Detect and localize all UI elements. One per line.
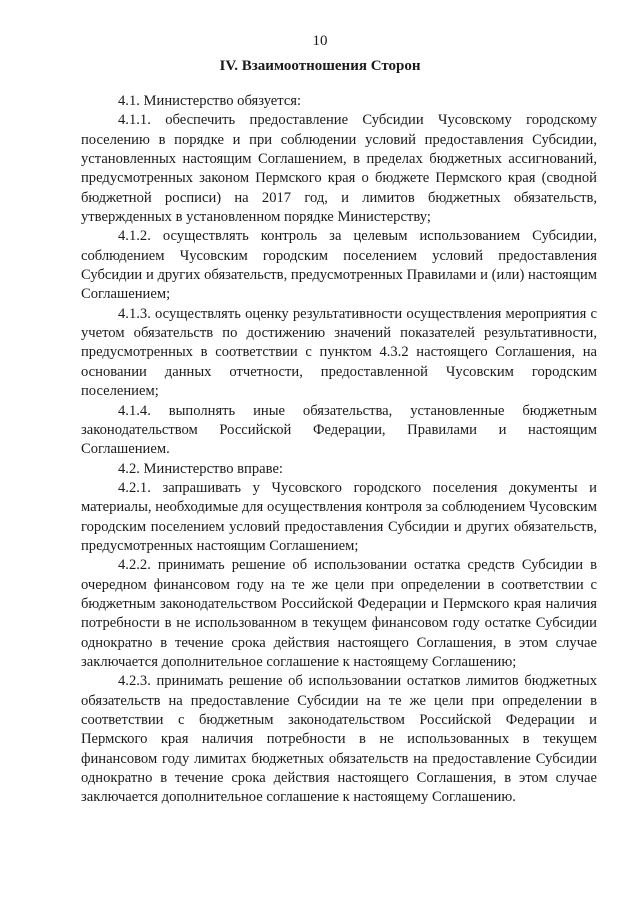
document-body	[81, 92, 597, 808]
page-number: 10	[312, 33, 328, 49]
paragraph-4-1-2: 4.1.2. осуществлять контроль за целевым использованием Субсидии, соблюдением Чусовским городским поселением условий предоставления Субсидии и других обязательств, предусмотренных Правилами и (или) настоящим Соглашением;	[81, 228, 597, 303]
paragraph-4-2-2: 4.2.2. принимать решение об использовании остатка средств Субсидии в очередном финансовом году на те же цели при определении в соответствии с бюджетным законодательством Российской Федерации и Пермского края наличия потребности в не использованном в текущем финансовом году остатке Субсидии однократно в течение срока действия настоящего Соглашения, в этом случае заключается дополнительное соглашение к настоящему Соглашению;	[81, 557, 597, 670]
paragraph-4-2-3: 4.2.3. принимать решение об использовании остатков лимитов бюджетных обязательств на предоставление Субсидии на те же цели при определении в соответствии с бюджетным законодательством Российской Федерации и Пермского края наличия потребности в не использованных в текущем финансовом году лимитах бюджетных обязательств на предоставление Субсидии однократно в течение срока действия настоящего Соглашения, в этом случае заключается дополнительное соглашение к настоящему Соглашению.	[81, 673, 597, 806]
paragraph-4-1: 4.1. Министерство обязуется:	[118, 93, 302, 109]
section-title: IV. Взаимоотношения Сторон	[219, 58, 421, 74]
paragraph-4-2-1: 4.2.1. запрашивать у Чусовского городского поселения документы и материалы, необходимые для осуществления контроля за соблюдением Чусовским городским поселением условий предоставления Субсидии и других обязательств, предусмотренных настоящим Соглашением;	[81, 479, 597, 554]
paragraph-4-1-4: 4.1.4. выполнять иные обязательства, установленные бюджетным законодательством Российской Федерации, Правилами и настоящим Соглашением.	[81, 402, 597, 458]
paragraph-4-1-1: 4.1.1. обеспечить предоставление Субсидии Чусовскому городскому поселению в порядке и при соблюдении условий предоставления Субсидии, установленных настоящим Соглашением, в пределах бюджетных ассигнований, предусмотренных законом Пермского края о бюджете Пермского края (сводной бюджетной росписи) на 2017 год, и лимитов бюджетных обязательств, утвержденных в установленном порядке Министерству;	[81, 112, 597, 226]
paragraph-4-2: 4.2. Министерство вправе:	[118, 460, 283, 477]
paragraph-4-1-3: 4.1.3. осуществлять оценку результативности осуществления мероприятия с учетом обязательств по достижению значений показателей результативности, предусмотренных в соответствии с пунктом 4.3.2 настоящего Соглашения, на основании данных отчетности, предоставленной Чусовским городским поселением;	[81, 305, 597, 400]
